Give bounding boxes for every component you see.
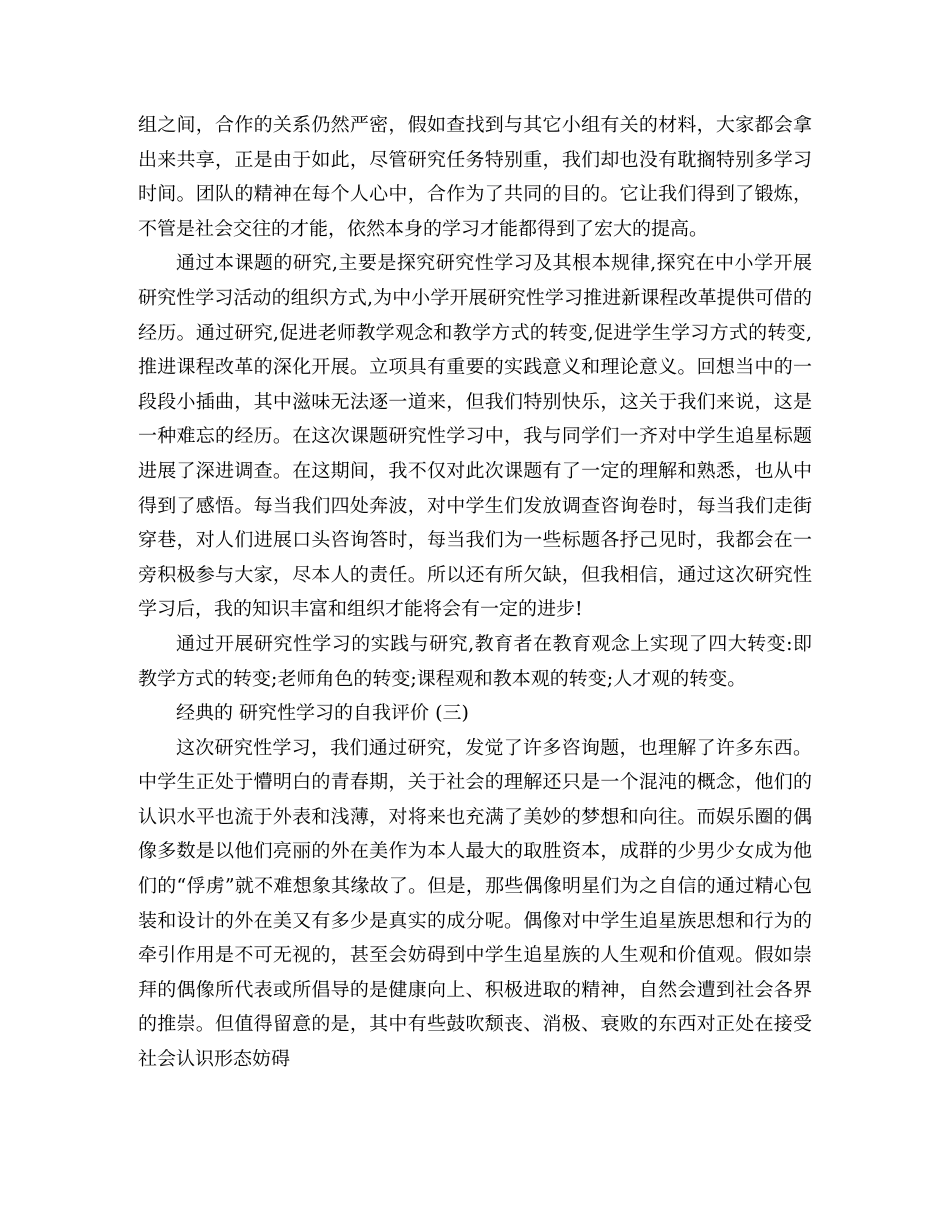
section-heading: 经典的 研究性学习的自我评价 (三) xyxy=(176,702,469,725)
paragraph-idol-analysis: 这次研究性学习，我们通过研究，发觉了许多咨询题，也理解了许多东西。中学生正处于懵明白的青春期，关于社会的理解还只是一个混沌的概念，他们的认识水平也流于外表和浅薄，对将来也充满了美妙的梦想和向往。而娱乐圈的偶像多数是以他们亮丽的外在美作为本人最大的取胜资本，成群的少男少女成为他们的“俘虏”就不难想象其缘故了。但是，那些偶像明星们为之自信的通过精心包装和设计的外在美又有多少是真实的成分呢。偶像对中学生追星族思想和行为的牵引作用是不可无视的，甚至会妨碍到中学生追星族的人生观和价值观。假如崇拜的偶像所代表或所倡导的是健康向上、积极进取的精神，自然会遭到社会各界的推崇。但值得留意的是，其中有些鼓吹颓丧、消极、衰败的东西对正处在接受社会认识形态妨碍 xyxy=(138,736,812,1071)
document-body xyxy=(138,108,812,1077)
paragraph-four-transformations: 通过开展研究性学习的实践与研究,教育者在教育观念上实现了四大转变:即教学方式的转变;老师角色的转变;课程观和教本观的转变;人才观的转变。 xyxy=(138,632,812,690)
paragraph-teamwork: 组之间，合作的关系仍然严密，假如查找到与其它小组有关的材料，大家都会拿出来共享，正是由于如此，尽管研究任务特别重，我们却也没有耽搁特别多学习时间。团队的精神在每个人心中，合作为了共同的目的。它让我们得到了锻炼，不管是社会交往的才能，依然本身的学习才能都得到了宏大的提高。 xyxy=(138,114,812,240)
paragraph-research-summary: 通过本课题的研究,主要是探究研究性学习及其根本规律,探究在中小学开展研究性学习活动的组织方式,为中小学开展研究性学习推进新课程改革提供可借的经历。通过研究,促进老师教学观念和教学方式的转变,促进学生学习方式的转变,推进课程改革的深化开展。立项具有重要的实践意义和理论意义。回想当中的一段段小插曲，其中滋味无法逐一道来，但我们特别快乐，这关于我们来说，这是一种难忘的经历。在这次课题研究性学习中，我与同学们一齐对中学生追星标题进展了深进调查。在这期间，我不仅对此次课题有了一定的理解和熟悉，也从中得到了感悟。每当我们四处奔波，对中学生们发放调查咨询卷时，每当我们走街穿巷，对人们进展口头咨询答时，每当我们为一些标题各抒己见时，我都会在一旁积极参与大家，尽本人的责任。所以还有所欠缺，但我相信，通过这次研究性学习后，我的知识丰富和组织才能将会有一定的进步! xyxy=(138,252,812,621)
